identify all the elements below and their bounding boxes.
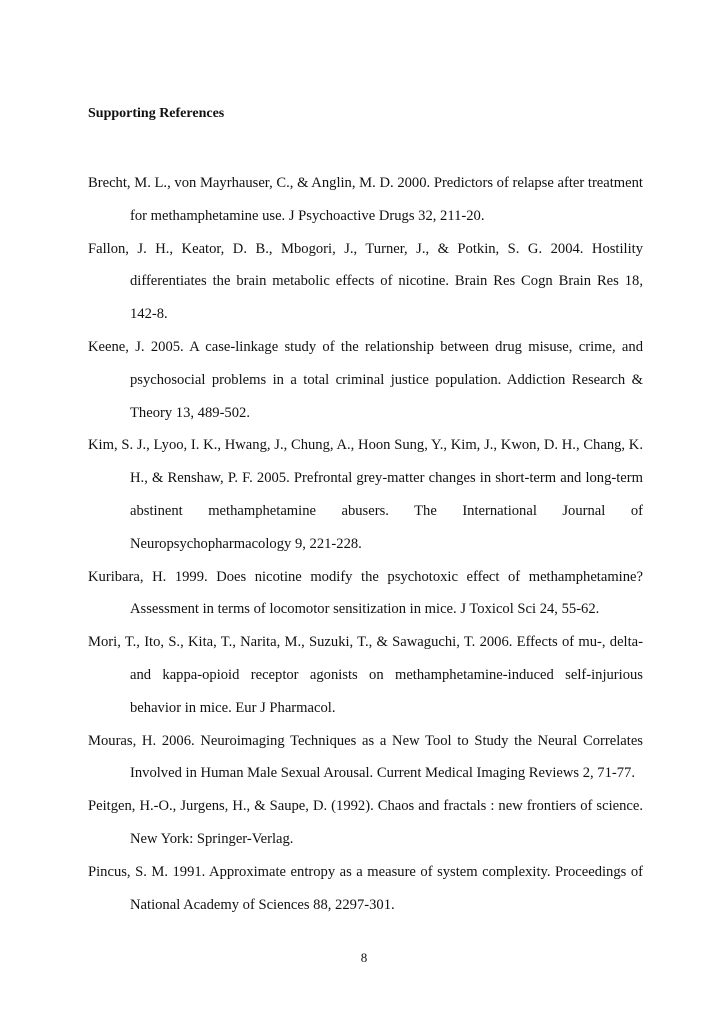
reference-item: Kuribara, H. 1999. Does nicotine modify the psychotoxic effect of methamphetamine? Assessment in terms of locomotor sensitization in mice. J Toxicol Sci 24, 55-62. xyxy=(88,568,643,618)
reference-list xyxy=(88,167,643,921)
section-heading: Supporting References xyxy=(88,106,225,121)
page-number: 8 xyxy=(360,950,368,965)
reference-item: Pincus, S. M. 1991. Approximate entropy as a measure of system complexity. Proceedings of National Academy of Sciences 88, 2297-301. xyxy=(88,863,643,913)
reference-item: Mouras, H. 2006. Neuroimaging Techniques as a New Tool to Study the Neural Correlates Involved in Human Male Sexual Arousal. Current Medical Imaging Reviews 2, 71-77. xyxy=(88,732,643,782)
reference-item: Mori, T., Ito, S., Kita, T., Narita, M., Suzuki, T., & Sawaguchi, T. 2006. Effects of mu-, delta- and kappa-opioid receptor agonists on methamphetamine-induced self-injurious behavior in mice. Eur J Pharmacol. xyxy=(88,634,643,716)
reference-item: Fallon, J. H., Keator, D. B., Mbogori, J., Turner, J., & Potkin, S. G. 2004. Hostility differentiates the brain metabolic effects of nicotine. Brain Res Cogn Brain Res 18, 142-8. xyxy=(88,240,643,323)
reference-item: Brecht, M. L., von Mayrhauser, C., & Anglin, M. D. 2000. Predictors of relapse after treatment for methamphetamine use. J Psychoactive Drugs 32, 211-20. xyxy=(88,175,643,224)
reference-item: Kim, S. J., Lyoo, I. K., Hwang, J., Chung, A., Hoon Sung, Y., Kim, J., Kwon, D. H., Chang, K. H., & Renshaw, P. F. 2005. Prefrontal grey-matter changes in short-term and long-term abstinent methamphetamine abusers. The International Journal of Neuropsychopharmacology 9, 221-228. xyxy=(88,437,643,552)
reference-item: Peitgen, H.-O., Jurgens, H., & Saupe, D. (1992). Chaos and fractals : new frontiers of science. New York: Springer-Verlag. xyxy=(88,798,643,847)
reference-item: Keene, J. 2005. A case-linkage study of the relationship between drug misuse, crime, and psychosocial problems in a total criminal justice population. Addiction Research & Theory 13, 489-502. xyxy=(88,338,643,421)
